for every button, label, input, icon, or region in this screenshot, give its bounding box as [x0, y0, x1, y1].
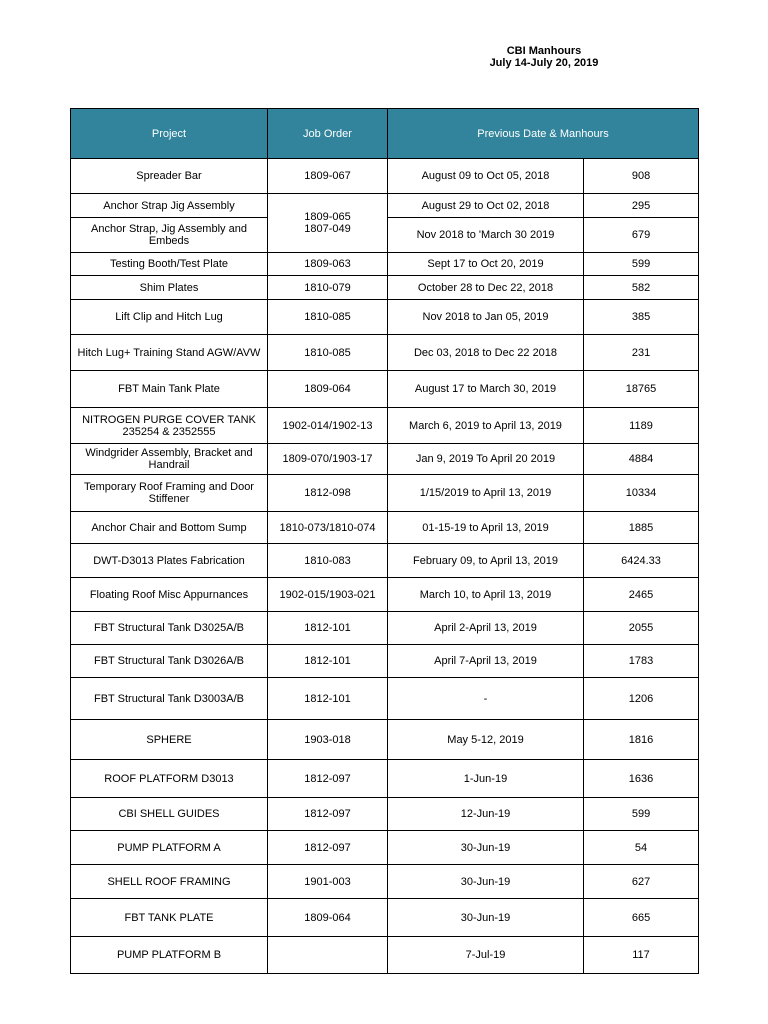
manhours-cell: 231 [584, 335, 699, 371]
previous-date-cell: 12-Jun-19 [388, 798, 584, 831]
manhours-cell: 2055 [584, 612, 699, 645]
table-row [71, 899, 699, 937]
table-row [71, 408, 699, 444]
previous-date-cell: 01-15-19 to April 13, 2019 [388, 512, 584, 544]
project-cell: DWT-D3013 Plates Fabrication [71, 544, 268, 578]
project-cell: Floating Roof Misc Appurnances [71, 578, 268, 612]
table-row [71, 194, 699, 218]
previous-date-cell: October 28 to Dec 22, 2018 [388, 276, 584, 300]
previous-date-cell: March 6, 2019 to April 13, 2019 [388, 408, 584, 444]
previous-date-cell: 7-Jul-19 [388, 937, 584, 974]
previous-date-cell: April 7-April 13, 2019 [388, 645, 584, 678]
table-row [71, 512, 699, 544]
project-cell: Hitch Lug+ Training Stand AGW/AVW [71, 335, 268, 371]
previous-date-cell: May 5-12, 2019 [388, 720, 584, 760]
table-row [71, 760, 699, 798]
job-order-cell: 1809-067 [268, 159, 388, 194]
table-row [71, 937, 699, 974]
previous-date-cell: August 09 to Oct 05, 2018 [388, 159, 584, 194]
project-cell: Temporary Roof Framing and Door Stiffener [71, 475, 268, 512]
job-order-cell: 1809-065 1807-049 [268, 194, 388, 253]
job-order-cell: 1902-014/1902-13 [268, 408, 388, 444]
previous-date-cell: April 2-April 13, 2019 [388, 612, 584, 645]
table-row [71, 678, 699, 720]
project-cell: Testing Booth/Test Plate [71, 253, 268, 276]
previous-date-cell: 30-Jun-19 [388, 865, 584, 899]
table-row [71, 371, 699, 408]
job-order-cell: 1902-015/1903-021 [268, 578, 388, 612]
job-order-cell: 1812-101 [268, 678, 388, 720]
job-order-cell: 1810-085 [268, 300, 388, 335]
job-order-cell: 1810-083 [268, 544, 388, 578]
project-cell: NITROGEN PURGE COVER TANK 235254 & 2352555 [71, 408, 268, 444]
manhours-cell: 908 [584, 159, 699, 194]
job-order-cell: 1903-018 [268, 720, 388, 760]
manhours-cell: 1206 [584, 678, 699, 720]
table-row [71, 253, 699, 276]
previous-date-cell: Nov 2018 to 'March 30 2019 [388, 218, 584, 253]
previous-date-cell: Sept 17 to Oct 20, 2019 [388, 253, 584, 276]
manhours-cell: 679 [584, 218, 699, 253]
manhours-cell: 582 [584, 276, 699, 300]
previous-date-cell: 1-Jun-19 [388, 760, 584, 798]
header-job-order: Job Order [268, 109, 388, 159]
manhours-cell: 599 [584, 798, 699, 831]
job-order-cell: 1810-085 [268, 335, 388, 371]
project-cell: ROOF PLATFORM D3013 [71, 760, 268, 798]
table-row [71, 612, 699, 645]
manhours-cell: 1885 [584, 512, 699, 544]
previous-date-cell: August 17 to March 30, 2019 [388, 371, 584, 408]
project-cell: PUMP PLATFORM A [71, 831, 268, 865]
report-title-line2: July 14-July 20, 2019 [489, 57, 599, 69]
job-order-cell: 1812-097 [268, 760, 388, 798]
job-order-cell: 1812-098 [268, 475, 388, 512]
job-order-cell: 1812-101 [268, 612, 388, 645]
report-title [476, 45, 612, 69]
job-order-cell: 1809-063 [268, 253, 388, 276]
manhours-cell: 665 [584, 899, 699, 937]
project-cell: SHELL ROOF FRAMING [71, 865, 268, 899]
project-cell: FBT TANK PLATE [71, 899, 268, 937]
project-cell: Anchor Chair and Bottom Sump [71, 512, 268, 544]
project-cell: FBT Structural Tank D3026A/B [71, 645, 268, 678]
header-previous-date-manhours: Previous Date & Manhours [388, 109, 699, 159]
job-order-cell: 1901-003 [268, 865, 388, 899]
table-row [71, 831, 699, 865]
project-cell: CBI SHELL GUIDES [71, 798, 268, 831]
job-order-cell: 1809-064 [268, 371, 388, 408]
project-cell: Lift Clip and Hitch Lug [71, 300, 268, 335]
table-row [71, 544, 699, 578]
manhours-cell: 6424.33 [584, 544, 699, 578]
project-cell: Shim Plates [71, 276, 268, 300]
project-cell: Windgrider Assembly, Bracket and Handrail [71, 444, 268, 475]
previous-date-cell: Nov 2018 to Jan 05, 2019 [388, 300, 584, 335]
manhours-cell: 627 [584, 865, 699, 899]
project-cell: FBT Structural Tank D3003A/B [71, 678, 268, 720]
manhours-cell: 54 [584, 831, 699, 865]
previous-date-cell: 30-Jun-19 [388, 899, 584, 937]
project-cell: PUMP PLATFORM B [71, 937, 268, 974]
report-title-line1: CBI Manhours [506, 45, 582, 57]
manhours-cell: 599 [584, 253, 699, 276]
manhours-cell: 1636 [584, 760, 699, 798]
manhours-cell: 117 [584, 937, 699, 974]
job-order-cell: 1809-064 [268, 899, 388, 937]
table-body [71, 159, 699, 974]
table-row [71, 720, 699, 760]
manhours-cell: 1189 [584, 408, 699, 444]
project-cell: Anchor Strap Jig Assembly [71, 194, 268, 218]
manhours-table [70, 108, 699, 974]
table-row [71, 159, 699, 194]
job-order-cell [268, 937, 388, 974]
previous-date-cell: 30-Jun-19 [388, 831, 584, 865]
table-row [71, 300, 699, 335]
manhours-cell: 2465 [584, 578, 699, 612]
table-row [71, 645, 699, 678]
manhours-cell: 295 [584, 194, 699, 218]
project-cell: SPHERE [71, 720, 268, 760]
table-row [71, 578, 699, 612]
job-order-cell: 1812-101 [268, 645, 388, 678]
previous-date-cell: - [388, 678, 584, 720]
previous-date-cell: Dec 03, 2018 to Dec 22 2018 [388, 335, 584, 371]
manhours-cell: 385 [584, 300, 699, 335]
table-row [71, 865, 699, 899]
previous-date-cell: 1/15/2019 to April 13, 2019 [388, 475, 584, 512]
table-row [71, 444, 699, 475]
job-order-cell: 1810-079 [268, 276, 388, 300]
manhours-cell: 10334 [584, 475, 699, 512]
table-row [71, 335, 699, 371]
manhours-cell: 18765 [584, 371, 699, 408]
manhours-cell: 1783 [584, 645, 699, 678]
manhours-cell: 1816 [584, 720, 699, 760]
previous-date-cell: March 10, to April 13, 2019 [388, 578, 584, 612]
job-order-cell: 1809-070/1903-17 [268, 444, 388, 475]
job-order-cell: 1812-097 [268, 831, 388, 865]
table-row [71, 798, 699, 831]
project-cell: FBT Structural Tank D3025A/B [71, 612, 268, 645]
previous-date-cell: August 29 to Oct 02, 2018 [388, 194, 584, 218]
table-header-row [71, 109, 699, 159]
project-cell: Anchor Strap, Jig Assembly and Embeds [71, 218, 268, 253]
job-order-cell: 1812-097 [268, 798, 388, 831]
job-order-cell: 1810-073/1810-074 [268, 512, 388, 544]
project-cell: FBT Main Tank Plate [71, 371, 268, 408]
table-row [71, 276, 699, 300]
table-row [71, 475, 699, 512]
header-project: Project [71, 109, 268, 159]
manhours-cell: 4884 [584, 444, 699, 475]
project-cell: Spreader Bar [71, 159, 268, 194]
previous-date-cell: February 09, to April 13, 2019 [388, 544, 584, 578]
previous-date-cell: Jan 9, 2019 To April 20 2019 [388, 444, 584, 475]
